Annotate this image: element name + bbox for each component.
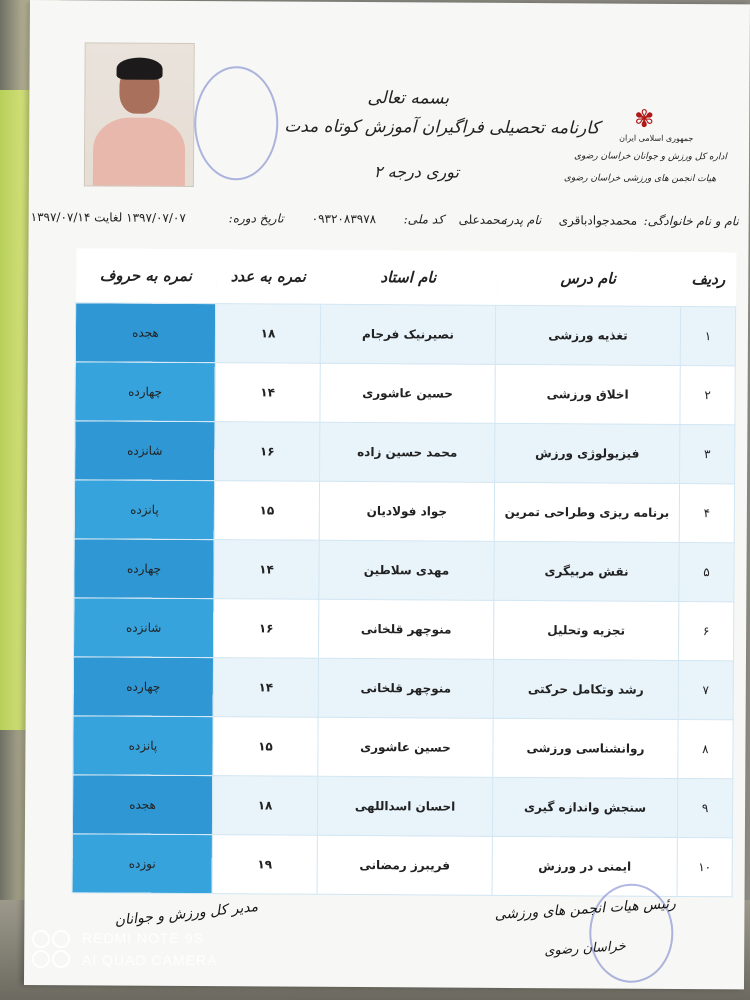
row-index-cell: ۶ xyxy=(678,601,733,660)
father-value: محمدعلی xyxy=(458,212,508,227)
signature-director: مدیر کل ورزش و جوانان xyxy=(113,898,259,930)
table-row xyxy=(74,480,734,543)
grade-num-cell: ۱۹ xyxy=(212,835,317,895)
grade-word-cell: پانزده xyxy=(74,480,214,540)
course-cell: ایمنی در ورزش xyxy=(492,836,677,896)
teacher-cell: احسان اسداللهی xyxy=(317,776,492,836)
teacher-cell: جواد فولادیان xyxy=(319,481,494,541)
course-cell: برنامه ریزی وطراحی تمرین xyxy=(494,482,679,542)
grade-word-cell: نوزده xyxy=(72,834,212,894)
course-cell: تغذیه ورزشی xyxy=(495,305,680,365)
national-id-value: ۰۹۳۲۰۸۳۹۷۸ xyxy=(311,211,377,227)
grade-num-cell: ۱۶ xyxy=(215,422,320,482)
teacher-cell: نصیرنیک فرجام xyxy=(320,304,495,364)
table-row xyxy=(73,716,733,779)
grade-num-cell: ۱۸ xyxy=(215,304,320,364)
student-info-row xyxy=(29,210,749,236)
row-index-cell: ۳ xyxy=(680,424,735,483)
course-cell: اخلاق ورزشی xyxy=(495,364,680,424)
student-photo xyxy=(84,42,195,187)
row-index-cell: ۵ xyxy=(679,542,734,601)
grade-num-cell: ۱۶ xyxy=(213,599,318,659)
watermark-line-2: AI QUAD CAMERA xyxy=(82,952,218,968)
course-date-value: ۱۳۹۷/۰۷/۰۷ لغایت ۱۳۹۷/۰۷/۱۴ xyxy=(30,210,186,225)
national-id-label: کد ملی: xyxy=(403,212,444,227)
grade-word-cell: چهارده xyxy=(75,362,215,422)
teacher-cell: منوچهر قلخانی xyxy=(318,599,493,659)
row-index-cell: ۴ xyxy=(679,483,734,542)
org-line-2: اداره کل ورزش و جوانان خراسان رضوی xyxy=(574,151,727,163)
name-label: نام و نام خانوادگی: xyxy=(643,213,739,229)
table-row xyxy=(74,539,734,602)
course-cell: رشد وتکامل حرکتی xyxy=(493,659,678,719)
course-cell: روانشناسی ورزشی xyxy=(493,718,678,778)
grade-num-cell: ۱۵ xyxy=(214,481,319,541)
header-grade-num: نمره به عدد xyxy=(216,249,321,304)
grade-word-cell: چهارده xyxy=(73,657,213,717)
row-index-cell: ۷ xyxy=(678,660,733,719)
grade-word-cell: چهارده xyxy=(74,539,214,599)
table-row xyxy=(75,421,735,484)
basmala: بسمه تعالی xyxy=(367,88,450,109)
teacher-cell: فریبرز رمضانی xyxy=(317,835,492,895)
grade-num-cell: ۱۴ xyxy=(214,540,319,600)
row-index-cell: ۱۰ xyxy=(677,837,732,896)
camera-dots-icon xyxy=(32,930,72,970)
course-cell: سنجش واندازه گیری xyxy=(492,777,677,837)
table-row xyxy=(73,598,733,661)
grade-num-cell: ۱۴ xyxy=(215,363,320,423)
name-value: محمدجوادباقری xyxy=(558,213,638,228)
teacher-cell: حسین عاشوری xyxy=(320,363,495,423)
emblem-icon: ✾ xyxy=(634,104,655,133)
table-row xyxy=(72,775,732,838)
page-subtitle: توری درجه ۲ xyxy=(373,162,460,182)
table-header-row xyxy=(76,248,736,307)
org-line-3: هیات انجمن های ورزشی خراسان رضوی xyxy=(563,173,717,185)
header-course: نام درس xyxy=(496,251,681,307)
row-index-cell: ۲ xyxy=(680,365,735,424)
header-grade-word: نمره به حروف xyxy=(76,248,216,303)
table-row xyxy=(75,362,735,425)
grade-word-cell: هجده xyxy=(72,775,212,835)
report-card-sheet xyxy=(24,0,750,989)
page-title: کارنامه تحصیلی فراگیران آموزش کوتاه مدت xyxy=(284,116,600,139)
course-cell: نقش مربیگری xyxy=(494,541,679,601)
course-date-label: تاریخ دوره: xyxy=(228,211,284,226)
grade-num-cell: ۱۵ xyxy=(213,717,318,777)
teacher-cell: مهدی سلاطین xyxy=(319,540,494,600)
grade-word-cell: هجده xyxy=(75,303,215,363)
stamp-mark xyxy=(194,66,279,181)
org-line-1: جمهوری اسلامی ایران xyxy=(619,133,694,144)
table-row xyxy=(73,657,733,720)
father-label: نام پدر: xyxy=(503,212,542,228)
row-index-cell: ۸ xyxy=(678,719,733,778)
grade-num-cell: ۱۴ xyxy=(213,658,318,718)
grade-word-cell: پانزده xyxy=(73,716,213,776)
row-index-cell: ۹ xyxy=(677,778,732,837)
grades-table xyxy=(72,248,737,897)
course-cell: تجزیه وتحلیل xyxy=(493,600,678,660)
grade-word-cell: شانزده xyxy=(75,421,215,481)
watermark-line-1: REDMI NOTE 9S xyxy=(82,930,204,946)
teacher-cell: منوچهر قلخانی xyxy=(318,658,493,718)
table-row xyxy=(75,303,735,366)
header-teacher: نام استاد xyxy=(321,250,496,306)
teacher-cell: حسین عاشوری xyxy=(318,717,493,777)
teacher-cell: محمد حسین زاده xyxy=(320,422,495,482)
grade-num-cell: ۱۸ xyxy=(212,776,317,836)
grade-word-cell: شانزده xyxy=(73,598,213,658)
header-row-number: ردیف xyxy=(681,252,736,307)
course-cell: فیزیولوژی ورزش xyxy=(495,423,680,483)
row-index-cell: ۱ xyxy=(680,306,735,365)
signature-board-region: خراسان رضوی xyxy=(543,938,627,959)
signature-board-head: رئیس هیات انجمن های ورزشی xyxy=(494,895,677,924)
